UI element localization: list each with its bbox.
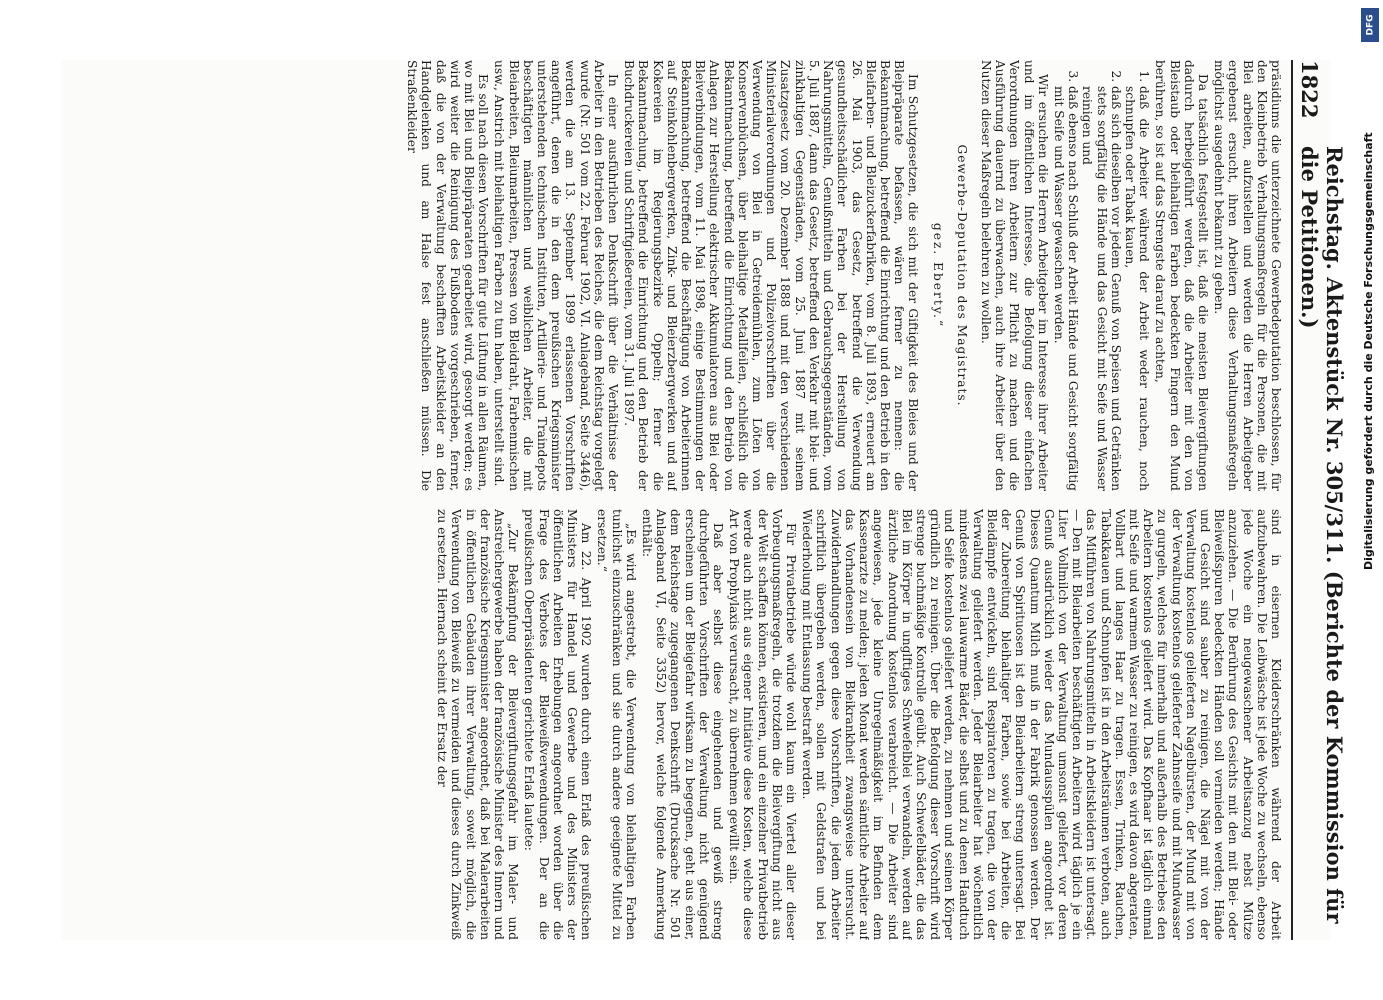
dfg-logo: DFG bbox=[1361, 8, 1379, 42]
rule-list bbox=[1052, 60, 1151, 491]
text-columns bbox=[68, 60, 1283, 940]
page-number: 1822 bbox=[1297, 60, 1322, 119]
right-column bbox=[68, 509, 1283, 940]
page-title: Reichstag. Aktenstück Nr. 305/311. (Berichte der Kommission für die Petitionen.) bbox=[1297, 146, 1347, 924]
document-page bbox=[61, 60, 1347, 940]
list-item: 1. daß die Arbeiter während der Arbeit weder rauchen, noch schnupfen oder Tabak kauen, bbox=[1123, 86, 1151, 491]
paragraph: Für Privatbetriebe würde wohl kaum ein Viertel aller dieser Vorbeugungsmaßregeln, die trotzdem die Bleivergiftung nicht aus der Welt schaffen können, existieren, und ein einzelner Privatbetrieb werde auch nicht aus eigener Initiative diese Kosten, welche diese Art von Prophylaxis verursacht, zu übernehmen gewillt sein. bbox=[727, 509, 799, 940]
left-column bbox=[68, 60, 1283, 491]
digitization-credit bbox=[1360, 0, 1380, 1000]
credit-text: Digitalisierung gefördert durch die Deutsche Forschungsgemeinschaft bbox=[1362, 132, 1375, 570]
paragraph: Daß aber selbst diese eingehenden und gewiß streng durchgeführten Vorschriften der Verwaltung nicht genügend erscheinen um der Bleigefahr wirksam zu begegnen, geht aus einer, dem Reichstage zugegangenen Denkschrift (Drucksache Nr. 501 Anlageband VI, Seite 3352) hervor, welche folgende Anmerkung enthält: bbox=[640, 509, 726, 940]
paragraph: Da tatsächlich festgestellt ist, daß die meisten Bleivergiftungen dadurch herbeigeführt werden, daß die Arbeiter mit den von Bleistaub oder bleihaltigen Farben bedeckten Fingern den Mund berühren, so ist auf das Strengste darauf zu achten, bbox=[1153, 60, 1210, 491]
paragraph: In einer ausführlichen Denkschrift über die Verhältnisse der Arbeiter in den Betrieben des Reiches, die dem Reichstag vorgelegt wurde (Nr. 501 vom 22. Februar 1902, VI. Anlageband, Seite 3446), werden die am 13. September 1899 erlassenen Vorschriften angeführt, denen die in den dem preußischen Kriegsminister unterstehenden technischen Instituten, Artillerie- und Traindepots beschäftigten männlichen und weiblichen Arbeiter, die mit Bleiarbeiten, Bleiumarbeiten, Pressen von Bleidraht, Farbenmischen usw., Anstrich mit bleihaltigen Farben zu tun haben, unterstellt sind. bbox=[492, 60, 621, 491]
list-item: 3. daß ebenso nach Schluß der Arbeit Hände und Gesicht sorgfältig mit Seife und Wasser gewaschen werden. bbox=[1052, 86, 1080, 491]
list-item: 2. daß sich dieselben vor jedem Genuß von Speisen und Getränken stets sorgfältig die Hände und das Gesicht mit Seife und Wasser reinigen und bbox=[1080, 86, 1123, 491]
paragraph: Wir ersuchen die Herren Arbeitgeber im Interesse ihrer Arbeiter und im öffentlichen Interesse, die Befolgung dieser einfachen Verordnungen ihren Arbeitern zur Pflicht zu machen und die Ausführung dauernd zu überwachen, auch ihre Arbeiter über den Nutzen dieser Maßregeln belehren zu wollen. bbox=[978, 60, 1050, 491]
quotation: „Zur Bekämpfung der Bleivergiftungsgefahr im Maler- und Anstreichergewerbe haben der französische Minister des Innern und der französische Kriegsminister angeordnet, daß bei Malerarbeiten in öffentlichen Gebäuden ihrer Verwaltung, soweit möglich, die Verwendung von Bleiweiß zu vermeiden und dieses durch Zinkweiß zu ersetzen. Hiernach scheint der Ersatz der bbox=[435, 509, 521, 940]
signature-name: gez. Eberty.“ bbox=[930, 222, 945, 329]
quotation: „Es wird angestrebt, die Verwendung von bleihaltigen Farben tunlichst einzuschränken und sie durch andere geeignete Mittel zu ersetzen.“ bbox=[595, 509, 638, 940]
paragraph: Es soll nach diesen Vorschriften für gute Lüftung in allen Räumen, wo mit Blei und Bleipräparaten gearbeitet wird, gesorgt werden; es wird weiter die Reinigung des Fußbodens vorgeschrieben, ferner, daß die von der Verwaltung beschafften Arbeitskleider an den Handgelenken und am Halse fest anschließen müssen. Die Straßenkleider bbox=[405, 60, 491, 491]
running-head bbox=[1291, 60, 1347, 940]
paragraph: Am 22. April 1902 wurden durch einen Erlaß des preußischen Ministers für Handel und Gewerbe und des Ministers der öffentlichen Arbeiten Erhebungen angeordnet worden über die Frage des Verbotes der Bleiweißverwendungen. Der an die preußischen Oberpräsidenten gerichtete Erlaß lautete: bbox=[522, 509, 594, 940]
paragraph: präsidiums die unterzeichnete Gewerbedeputation beschlossen, für den Kleinbetrieb Verhaltungsmaßregeln für die Personen, die mit Blei arbeiten, aufzustellen und werden die Herren Arbeitgeber ergebenst ersucht, ihren Arbeitern diese Verhaltungsmaßregeln möglichst ausgedehnt bekannt zu geben. bbox=[1212, 60, 1283, 491]
paragraph: Im Schutzgesetzen, die sich mit der Giftigkeit des Bleies und der Bleipräparate befassen, wären ferner zu nennen: die Bekanntmachung, betreffend die Einrichtung und den Betrieb in den Bleifarben- und Bleizuckerfabriken, vom 8. Juli 1893, erneuert am 26. Mai 1903, das Gesetz, betreffend die Verwendung gesundheitsschädlicher Farben bei der Herstellung von Nahrungsmitteln, Genußmitteln und Gebrauchsgegenständen, vom 5. Juli 1887, dann das Gesetz, betreffend den Verkehr mit blei- und zinkhaltigen Gegenständen, vom 25. Juni 1887 mit seinem Zusatzgesetz vom 20. Dezember 1888 und mit den verschiedenen Ministerialverordnungen und Polizeivorschriften über die Verwendung von Blei in Getreidemühlen, zum Löten von Konservenbüchsen, über bleihaltige Metallfeilen, schließlich die Bekanntmachung, betreffend die Einrichtung und den Betrieb von Anlagen zur Herstellung elektrischer Akkumulatoren aus Blei oder Bleiverbindungen, vom 11. Mai 1898, einige Bestimmungen der Bekanntmachung, betreffend die Beschäftigung von Arbeiterinnen auf Steinkohlenbergwerken, Zink- und Bleierzbergwerken und auf Kokereien im Regierungsbezirke Oppeln; ferner die Bekanntmachung, betreffend die Einrichtung und den Betrieb der Buchdruckereien und Schriftgießereien, vom 31. Juli 1897. bbox=[622, 60, 921, 491]
paragraph: sind in eisernen Kleiderschränken während der Arbeit aufzubewahren. Die Leibwäsche ist jede Woche zu wechseln, ebenso jede Woche ein neugewaschener Arbeitsanzug nebst Mütze anzuziehen. — Die Berührung des Gesichts mit den mit Blei- oder Bleiweißspuren bedeckten Händen soll vermieden werden; Hände und Gesicht sind sauber zu reinigen, die Nägel mit von der Verwaltung kostenlos gelieferten Nagelbürsten, der Mund mit von der Verwaltung kostenlos gelieferter Zahnseife und mit Mundwasser zu gurgeln, welches für innerhalb und außerhalb des Betriebes den Arbeitern kostenlos geliefert wird. Das Kopfhaar ist täglich einmal mit Seife und warmem Wasser zu reinigen, es wird davon abgeraten, Vollbart und langes Haar zu tragen. Essen, Trinken, Rauchen, Tabakkauen und Schnupfen ist in den Arbeitsräumen verboten, auch das Mitführen von Nahrungsmitteln in Arbeitskleidern ist untersagt. — Den mit Bleiarbeiten beschäftigten Arbeitern wird täglich je ein Liter Vollmilch von der Verwaltung umsonst geliefert, vor deren Genuß ausdrücklich wieder das Mundausspülen angeordnet ist. Dieses Quantum Milch muß in der Fabrik genossen werden. Der Genuß von Spirituosen ist den Bleiarbeitern streng untersagt. Bei der Zubereitung bleihaltiger Farben, sowie bei Arbeiten, die Bleidämpfe entwickeln, sind Respiratoren zu tragen, die von der Verwaltung geliefert werden. Jeder Bleiarbeiter hat wöchentlich mindestens zwei lauwarme Bäder, die selbst und zu denen Handtuch und Seife kostenlos geliefert werden, zu nehmen und seinen Körper gründlich zu reinigen. Über die Befolgung dieser Vorschrift wird strenge buchmäßige Kontrolle geübt. Auch Schwefelbäder, die das Blei im Körper in unglftiges Schwefelblei verwandeln, werden auf ärztliche Anordnung kostenlos verabreicht. — Die Arbeiter sind angewiesen, jede kleine Unregelmäßigkeit im Befinden dem Kassenarzte zu melden; jeden Monat werden sämtliche Arbeiter auf das Vorhandensein von Bleikrankheit zwangsweise untersucht. Zuwiderhandlungen gegen diese Vorschriften, die jedem Arbeiter schriftlich übergeben werden, sollen mit Geldstrafen und bei Wiederholung mit Entlassung bestraft werden. bbox=[800, 509, 1283, 940]
signature-authority: Gewerbe-Deputation des Magistrats. bbox=[954, 144, 969, 407]
